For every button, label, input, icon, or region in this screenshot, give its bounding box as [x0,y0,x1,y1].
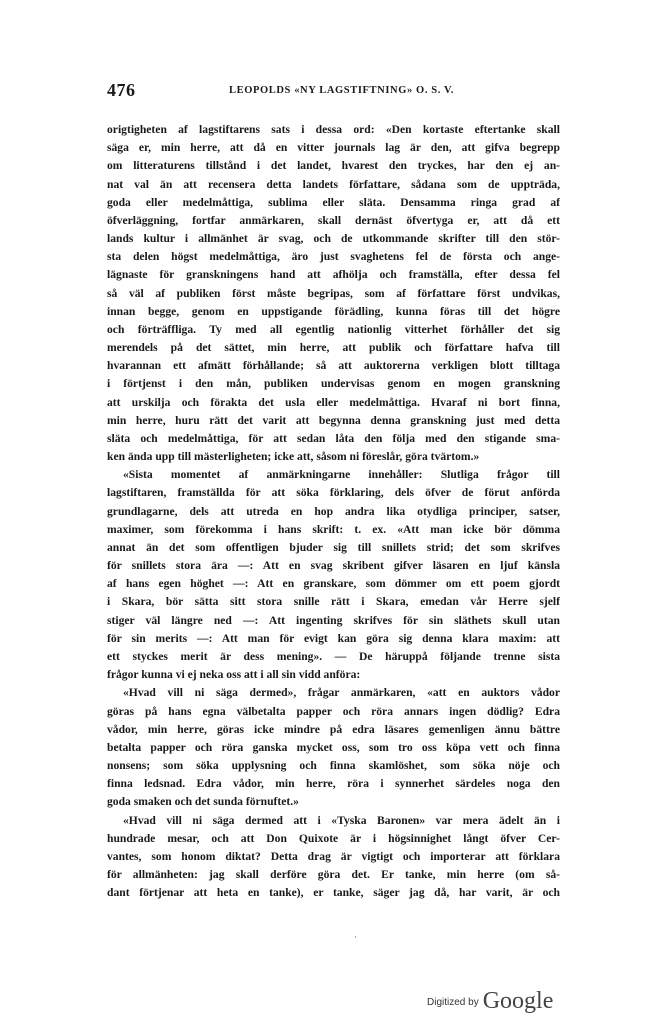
text-line: så väl af publiken först måste begripas, som af författare först undvikas, [107,286,560,300]
text-line: släta och medelmåttiga, för att sedan låta den följa med den stigande sma- [107,431,560,445]
text-line: vådor, min herre, göras icke mindre på edra läsares gemenligen ännu bättre [107,722,560,736]
text-line: af hans egen höghet —: Att en granskare, som dömmer om ett poem gjordt [107,577,560,591]
text-line: annat än det som offentligen bjuder sig till snillets strid; det som skrifves [107,540,560,554]
text-line: för allmänheten: jag skall derföre göra det. Er tanke, min herre (om så- [107,868,560,882]
text-line: dant förtjenar att heta en tanke), er tanke, säger jag då, har varit, är och [107,886,560,900]
text-line: att urskilja och förakta det usla eller medelmåttiga. Hvaraf ni bort finna, [107,395,560,409]
text-line: i förtjenst i den mån, publiken undervisas genom en mogen granskning [107,377,560,391]
text-line: ken ända upp till mästerligheten; icke att, såsom ni föreslår, göra tvärtom.» [107,450,480,464]
text-line: i Skara, bör sätta sitt stora snille rätt i Skara, emedan vår Herre sjelf [107,595,560,609]
text-line: lägnaste för granskningens hand att afhölja och framställa, efter dessa fel [107,268,560,282]
stray-mark: · [354,932,357,942]
running-head: LEOPOLDS «NY LAGSTIFTNING» O. S. V. [229,85,455,96]
text-line: för snillets stora ära —: Att en svag skribent gifver läsaren en ljuf känsla [107,559,560,573]
text-line: innan begge, genom en uppstigande förädling, kunna föras till det högre [107,304,560,318]
text-line: lagstiftaren, framställda för att söka förklaring, dels öfver de förut anförda [107,486,560,500]
text-line: ett styckes merit är dess mening». — De häruppå följande trenne sista [107,649,560,663]
text-line: finna ledsnad. Edra vådor, min herre, röra i synnerhet särdeles noga den [107,777,560,791]
text-line: sta delen högst medelmåttiga, äro just svaghetens fel de första och ange- [107,250,560,264]
text-line: min herre, huru rätt det varit att begynna denna granskning just med detta [107,413,560,427]
text-line: «Sista momentet af anmärkningarne innehåller: Slutliga frågor till [123,468,560,482]
text-line: betalta papper och röra ganska mycket oss, som tro oss köpa vett och finna [107,740,560,754]
text-line: nat val än att recensera detta landets författare, sådana som de uppträda, [107,177,560,191]
text-line: «Hvad vill ni säga dermed att i «Tyska Baronen» var mera ädelt än i [123,813,560,827]
text-line: grundlagarne, dels att utreda en hop andra lika otydliga principer, satser, [107,504,560,518]
text-line: lands kultur i allmänhet är svag, och de utkommande skrifter till den stör- [107,232,560,246]
digitized-watermark [427,988,553,1015]
text-line: frågor kunna vi ej neka oss att i all sin vidd anföra: [107,668,361,682]
text-line: säga er, min herre, att då en vitter journals lag är den, att gifva begrepp [107,141,560,155]
text-line: och förträffliga. Ty med all egentlig nationlig vitterhet förhåller det sig [107,322,560,336]
text-line: stiger väl längre ned —: Att ingenting skrifves för sin släthets skull utan [107,613,560,627]
page-number: 476 [107,80,136,100]
google-logo: Google [482,988,554,1014]
text-line: «Hvad vill ni säga dermed», frågar anmärkaren, «att en auktors vådor [123,686,560,700]
text-line: origtigheten af lagstiftarens sats i dessa ord: «Den kortaste eftertanke skall [107,123,560,136]
body-text [107,121,560,902]
text-line: nonsens; som söka upplysning och finna skamlöshet, som söka nöje och [107,759,560,773]
text-line: goda eller medelmåttiga, sublima eller släta. Densamma ringa grad af [107,195,560,209]
text-line: vantes, som honom diktat? Detta drag är vigtigt och importerar att förklara [107,849,560,863]
text-line: hundrade mesar, och att Don Quixote är i högsinnighet långt öfver Cer- [107,831,560,845]
text-line: göras på hans egna välbetalta papper och röra annars ingen dödlig? Edra [107,704,560,718]
text-line: hvarannan ett afmätt förhållande; så att auktorerna verkligen blott tilltaga [107,359,560,373]
digitized-by-text: Digitized by [427,997,479,1008]
text-line: maximer, som förekomma i hans skrift: t. ex. «Att man icke bör dömma [107,522,560,536]
text-line: för sin merits —: Att man för evigt kan göra sig denna klara maxim: att [107,631,560,645]
text-line: merendels på det sättet, min herre, att publik och författare hafva till [107,341,560,355]
text-line: öfverläggning, fortfar anmärkaren, skall dernäst öfvertyga er, att då ett [107,213,560,227]
text-line: goda smaken och det sunda förnuftet.» [107,795,299,809]
page-header [107,80,560,102]
text-line: om litteraturens tillstånd i det landet, hvarest den tryckes, har den ej an- [107,159,560,173]
